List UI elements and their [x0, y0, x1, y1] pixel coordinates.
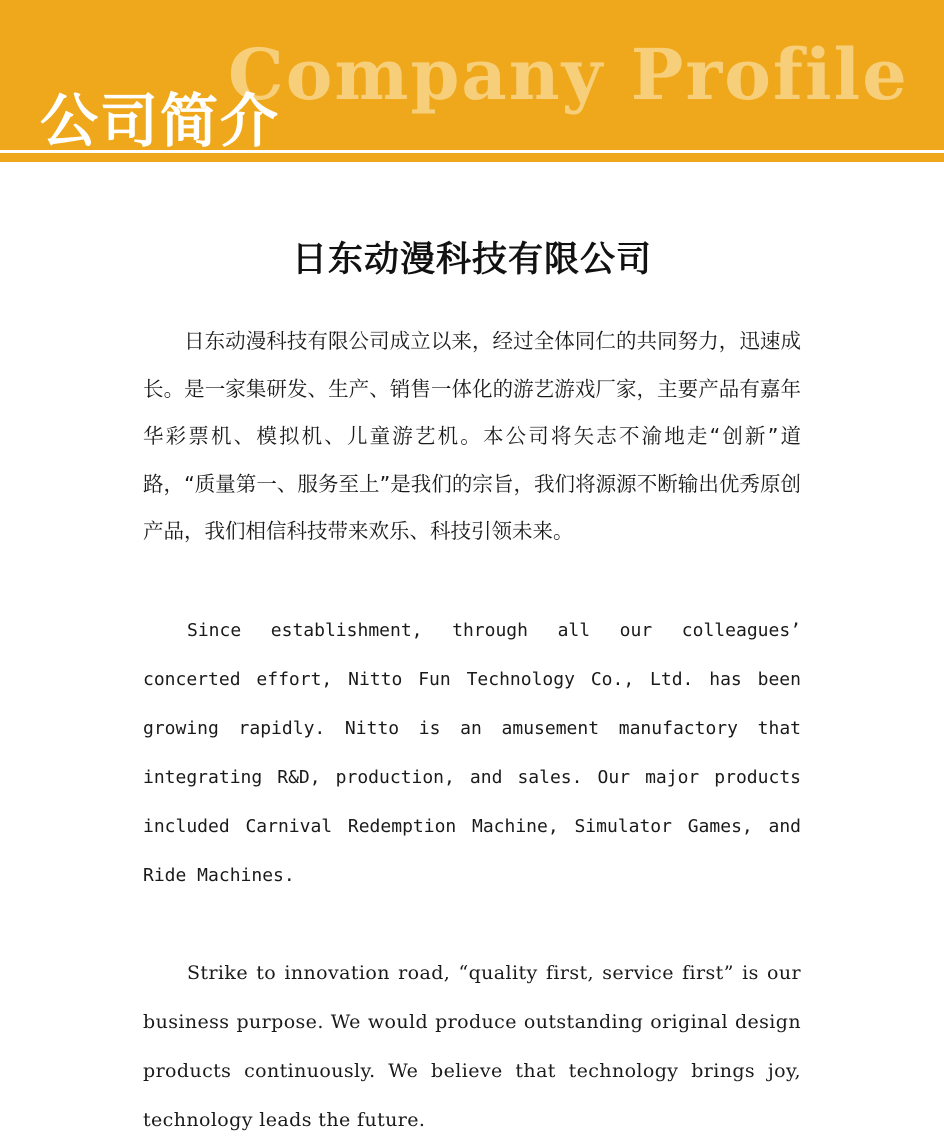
paragraph-en-purpose: Strike to innovation road, “quality first, service first” is our business purpose. We would produce outstanding original design products continuously. We believe that technology brings joy, technology leads the future.: [143, 962, 801, 1131]
banner-title-en: Company Profile: [228, 33, 909, 116]
banner-title-cn: 公司简介: [40, 87, 281, 150]
header-banner: [0, 0, 944, 150]
company-name-heading: 日东动漫科技有限公司: [291, 240, 652, 281]
paragraph-en-intro: Since establishment, through all our colleagues’ concerted effort, Nitto Fun Technology Co., Ltd. has been growing rapidly. Nitto is an amusement manufactory that integrating R&D, production, and sales. Our major products included Carnival Redemption Machine, Simulator Games, and Ride Machines.: [143, 620, 801, 886]
banner-divider-gold: [0, 153, 944, 162]
paragraph-cn-intro: 日东动漫科技有限公司成立以来，经过全体同仁的共同努力，迅速成长。是一家集研发、生产、销售一体化的游艺游戏厂家，主要产品有嘉年华彩票机、模拟机、儿童游艺机。本公司将矢志不渝地走“创新”道路，“质量第一、服务至上”是我们的宗旨，我们将源源不断输出优秀原创产品，我们相信科技带来欢乐、科技引领未来。: [143, 329, 801, 543]
